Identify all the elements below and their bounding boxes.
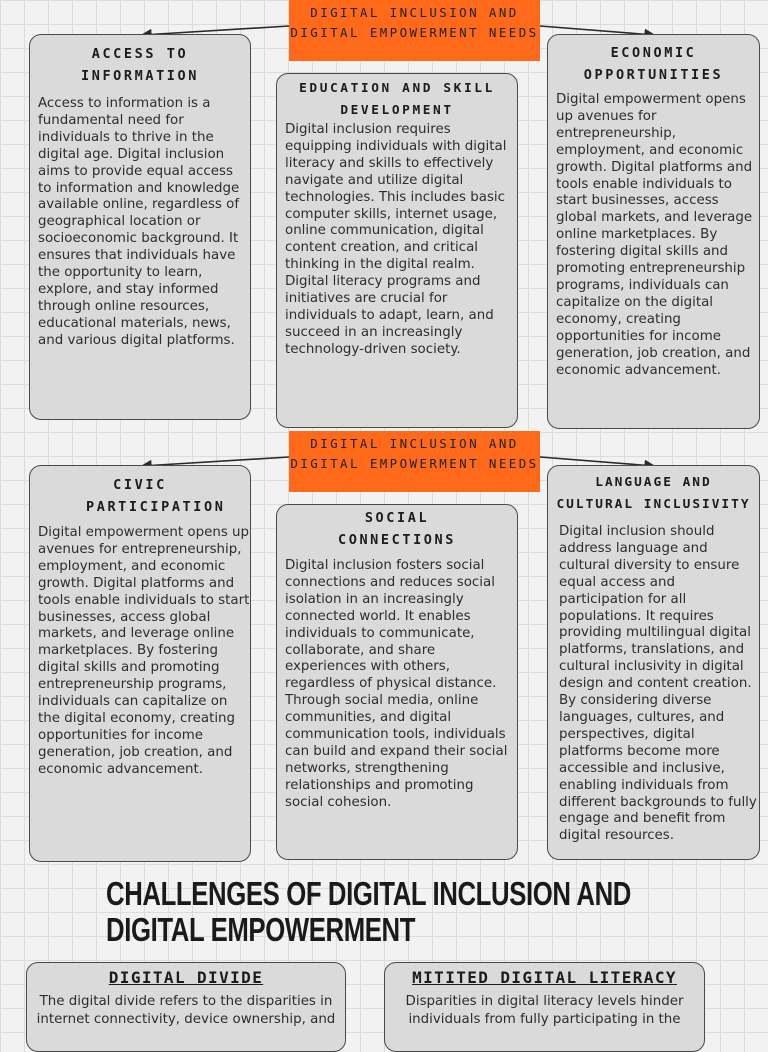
card-body: Digital inclusion fosters social connections and reduces social isolation in an increasingly connected world. It enables individuals to communicate, collaborate, and share experiences with others, regardless of physical distance. Through social media, online communities, and digital communication tools, individuals can build and expand their social networks, strengthening relationships and promoting social cohesion. (285, 558, 508, 810)
card-title: MITITED DIGITAL LITERACY (412, 968, 677, 987)
card-education-and-skill-development (276, 73, 518, 428)
card-body: Disparities in digital literacy levels hinder individuals from fully participating in the (405, 994, 684, 1027)
card-title: SOCIAL CONNECTIONS (337, 510, 456, 548)
card-title: CIVIC PARTICIPATION (86, 477, 226, 515)
middle-banner: DIGITAL INCLUSION AND DIGITAL EMPOWERMENT NEEDS (289, 431, 540, 492)
card-body: Digital inclusion requires equipping individuals with digital literacy and skills to effectively navigate and utilize digital technologies. This includes basic computer skills, internet usage, online communication, digital content creation, and critical thinking in the digital realm. Digital literacy programs and initiatives are crucial for individuals to adapt, learn, and succeed in an increasingly technology-driven society. (285, 122, 507, 357)
card-language-and-cultural-inclusivity (547, 465, 760, 860)
card-body: Access to information is a fundamental need for individuals to thrive in the digital age. Digital inclusion aims to provide equal access to information and knowledge available online, regardless of geographical location or socioeconomic background. It ensures that individuals have the opportunity to learn, explore, and stay informed through online resources, educational materials, news, and various digital platforms. (38, 96, 240, 348)
challenges-heading: CHALLENGES OF DIGITAL INCLUSION AND DIGITAL EMPOWERMENT (106, 875, 631, 948)
card-access-to-information (29, 34, 251, 420)
card-title: ACCESS TO INFORMATION (80, 46, 199, 84)
card-body: Digital inclusion should address language and cultural diversity to ensure equal access and participation for all populations. It requires providing multilingual digital platforms, translations, and cultural inclusivity in digital design and content creation. By considering diverse languages, cultures, and perspectives, digital platforms become more accessible and inclusive, enabling individuals from different backgrounds to fully engage and benefit from digital resources. (559, 524, 757, 844)
card-title: DIGITAL DIVIDE (108, 968, 264, 987)
card-social-connections (276, 504, 518, 860)
card-digital-divide (26, 962, 346, 1052)
card-civic-participation (29, 465, 251, 862)
card-title: LANGUAGE AND CULTURAL INCLUSIVITY (556, 475, 751, 512)
card-title: EDUCATION AND SKILL DEVELOPMENT (299, 81, 495, 118)
card-title: ECONOMIC OPPORTUNITIES (583, 45, 724, 83)
card-body: Digital empowerment opens up avenues for entrepreneurship, employment, and economic growth. Digital platforms and tools enable individuals to start businesses, access global markets, and leverage online marketplaces. By fostering digital skills and promoting entrepreneurship programs, individuals can capitalize on the digital economy, creating opportunities for income generation, job creation, and economic advancement. (556, 92, 753, 378)
card-body: Digital empowerment opens up avenues for entrepreneurship, employment, and economic growth. Digital platforms and tools enable individuals to start businesses, access global markets, and leverage online marketplaces. By fostering digital skills and promoting entrepreneurship programs, individuals can capitalize on the digital economy, creating opportunities for income generation, job creation, and economic advancement. (38, 525, 250, 777)
top-banner: DIGITAL INCLUSION AND DIGITAL EMPOWERMENT NEEDS (289, 0, 540, 61)
card-body: The digital divide refers to the disparities in internet connectivity, device ownership, and (36, 994, 336, 1027)
card-economic-opportunities (547, 34, 760, 429)
card-limited-digital-literacy (384, 962, 705, 1052)
